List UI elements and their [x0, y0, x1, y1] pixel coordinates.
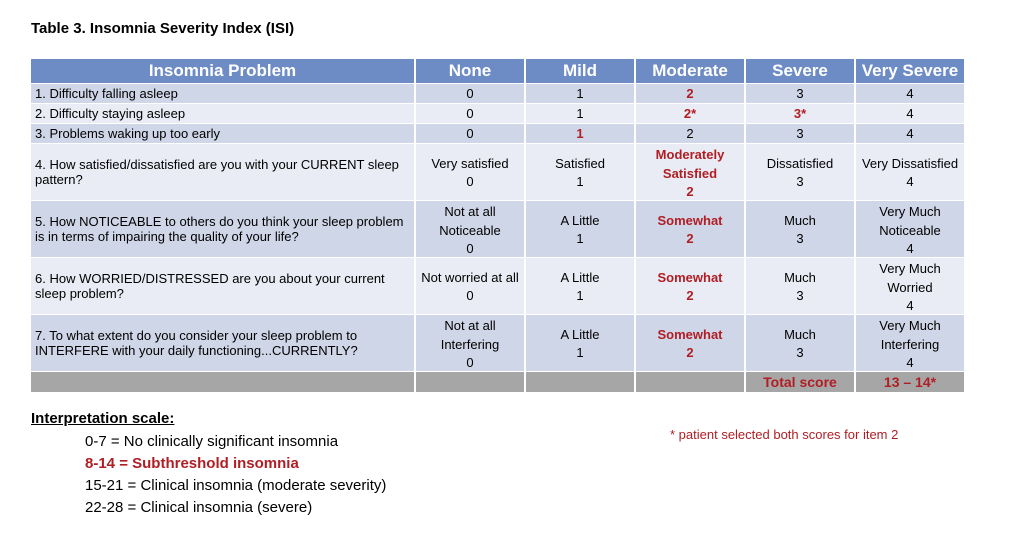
score-cell	[746, 123, 854, 143]
response-label: Moderately Satisfied	[655, 146, 725, 181]
score-cell	[636, 123, 744, 143]
score-value: 2	[686, 86, 694, 101]
score-value: 2	[686, 345, 694, 360]
score-cell	[526, 200, 634, 257]
header-cell: None	[416, 59, 524, 83]
table-title: Table 3. Insomnia Severity Index (ISI)	[31, 20, 295, 37]
score-value: 3	[796, 231, 804, 246]
response-label: Somewhat	[657, 270, 723, 285]
interpretation-item: 0-7 = No clinically significant insomnia	[85, 433, 339, 450]
header-row	[31, 59, 964, 83]
response-label: Not at all Interfering	[440, 317, 500, 352]
score-value: 3	[796, 288, 804, 303]
score-cell	[636, 257, 744, 314]
score-value: 1	[576, 345, 584, 360]
score-cell	[636, 314, 744, 371]
score-cell	[416, 143, 524, 200]
interpretation-scale	[31, 410, 386, 519]
score-cell	[526, 257, 634, 314]
question-cell: 3. Problems waking up too early	[31, 123, 414, 143]
response-label: Very satisfied	[431, 156, 509, 171]
isi-table	[29, 59, 966, 392]
score-cell	[636, 200, 744, 257]
total-value: 13 – 14*	[856, 371, 964, 392]
score-cell	[746, 257, 854, 314]
score-value: 4	[906, 86, 914, 101]
score-cell	[856, 257, 964, 314]
score-value: 3	[796, 126, 804, 141]
table-row	[31, 200, 964, 257]
response-label: Very Much Interfering	[879, 317, 941, 352]
response-label: Much	[784, 213, 816, 228]
score-value: 2	[686, 288, 694, 303]
score-value: 2	[686, 231, 694, 246]
score-value: 3	[796, 345, 804, 360]
score-cell	[526, 143, 634, 200]
score-cell	[746, 143, 854, 200]
score-cell	[746, 314, 854, 371]
score-cell	[526, 123, 634, 143]
score-value: 4	[906, 297, 914, 313]
score-cell	[856, 143, 964, 200]
response-label: Not at all Noticeable	[439, 203, 501, 238]
score-cell	[856, 314, 964, 371]
score-value: 1	[576, 231, 584, 246]
interpretation-item: 22-28 = Clinical insomnia (severe)	[85, 499, 313, 516]
score-value: 0	[466, 126, 474, 141]
score-cell	[746, 83, 854, 103]
score-value: 0	[466, 174, 474, 189]
score-value: 0	[466, 86, 474, 101]
response-label: Much	[784, 270, 816, 285]
question-cell: 1. Difficulty falling asleep	[31, 83, 414, 103]
question-cell: 2. Difficulty staying asleep	[31, 103, 414, 123]
score-value: 3*	[793, 106, 807, 121]
response-label: Very Much Noticeable	[879, 203, 941, 238]
score-cell	[526, 103, 634, 123]
score-value: 4	[906, 106, 914, 121]
response-label: Dissatisfied	[766, 156, 834, 171]
score-cell	[636, 103, 744, 123]
interpretation-item: 15-21 = Clinical insomnia (moderate severity)	[85, 477, 387, 494]
interpretation-item: 8-14 = Subthreshold insomnia	[85, 455, 299, 472]
score-cell	[416, 200, 524, 257]
response-label: Very Dissatisfied	[861, 156, 959, 171]
score-value: 1	[576, 86, 584, 101]
score-value: 4	[906, 354, 914, 370]
table-row	[31, 123, 964, 143]
header-cell: Severe	[746, 59, 854, 83]
response-label: Very Much Worried	[879, 260, 941, 295]
score-value: 4	[906, 126, 914, 141]
score-value: 2	[686, 126, 694, 141]
score-cell	[636, 83, 744, 103]
score-value: 3	[796, 174, 804, 189]
table-row	[31, 83, 964, 103]
score-value: 2*	[683, 106, 697, 121]
header-cell: Moderate	[636, 59, 744, 83]
response-label: Not worried at all	[421, 270, 519, 285]
score-value: 4	[906, 174, 914, 189]
header-cell: Mild	[526, 59, 634, 83]
score-cell	[526, 83, 634, 103]
table-row	[31, 103, 964, 123]
score-cell	[856, 200, 964, 257]
response-label: Satisfied	[555, 156, 605, 171]
score-cell	[416, 83, 524, 103]
footnote: * patient selected both scores for item 2	[670, 427, 899, 442]
interpretation-heading: Interpretation scale:	[31, 410, 175, 427]
score-value: 1	[576, 106, 584, 121]
score-cell	[856, 103, 964, 123]
score-value: 2	[686, 183, 694, 199]
question-cell: 6. How WORRIED/DISTRESSED are you about your current sleep problem?	[31, 257, 414, 314]
score-cell	[856, 83, 964, 103]
score-value: 0	[466, 106, 474, 121]
score-cell	[416, 123, 524, 143]
total-label: Total score	[746, 371, 854, 392]
response-label: A Little	[560, 327, 600, 342]
score-value: 0	[466, 354, 474, 370]
response-label: A Little	[560, 270, 600, 285]
score-cell	[746, 103, 854, 123]
score-value: 1	[576, 174, 584, 189]
response-label: Somewhat	[657, 213, 723, 228]
score-cell	[416, 103, 524, 123]
score-cell	[416, 314, 524, 371]
question-cell: 5. How NOTICEABLE to others do you think your sleep problem is in terms of impairing the quality of your life?	[31, 200, 414, 257]
header-cell: Insomnia Problem	[31, 59, 414, 83]
question-cell: 7. To what extent do you consider your sleep problem to INTERFERE with your daily functioning...CURRENTLY?	[31, 314, 414, 371]
question-cell: 4. How satisfied/dissatisfied are you with your CURRENT sleep pattern?	[31, 143, 414, 200]
score-cell	[856, 123, 964, 143]
table-row	[31, 314, 964, 371]
score-value: 4	[906, 240, 914, 256]
score-cell	[416, 257, 524, 314]
response-label: Somewhat	[657, 327, 723, 342]
total-row	[31, 371, 964, 392]
score-value: 0	[466, 240, 474, 256]
table-row	[31, 257, 964, 314]
response-label: Much	[784, 327, 816, 342]
table-row	[31, 143, 964, 200]
score-value: 0	[466, 288, 474, 303]
score-value: 3	[796, 86, 804, 101]
header-cell: Very Severe	[856, 59, 964, 83]
score-value: 1	[576, 126, 584, 141]
score-value: 1	[576, 288, 584, 303]
response-label: A Little	[560, 213, 600, 228]
score-cell	[746, 200, 854, 257]
score-cell	[636, 143, 744, 200]
score-cell	[526, 314, 634, 371]
